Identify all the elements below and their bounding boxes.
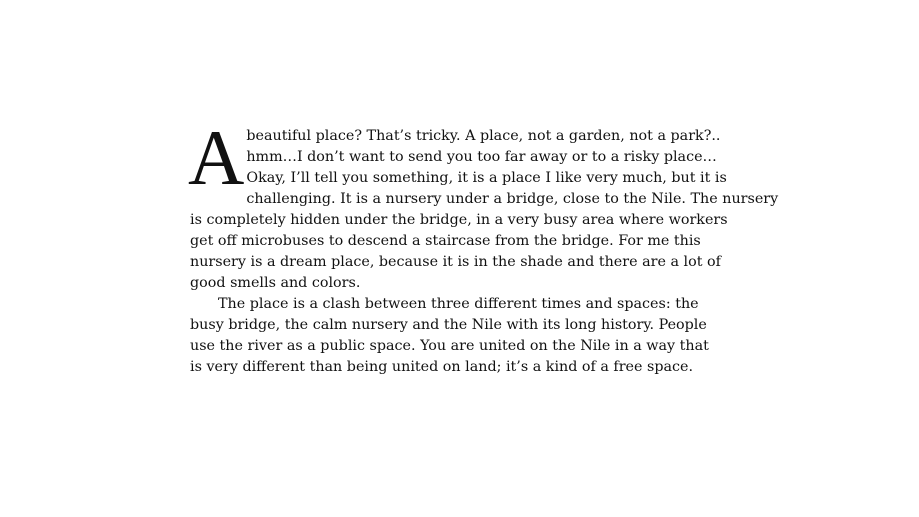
text-line: is very different than being united on land; it’s a kind of a free space. (190, 359, 694, 375)
paragraph-2 (190, 294, 738, 378)
text-line: Okay, I’ll tell you something, it is a place I like very much, but it is (246, 170, 727, 186)
text-line: good smells and colors. (190, 275, 361, 291)
text-line: nursery is a dream place, because it is in the shade and there are a lot of (190, 254, 721, 270)
text-line: use the river as a public space. You are united on the Nile in a way that (190, 338, 709, 354)
article-text (188, 114, 779, 378)
text-line: busy bridge, the calm nursery and the Nile with its long history. People (190, 317, 707, 333)
text-line: is completely hidden under the bridge, in a very busy area where workers (190, 212, 728, 228)
text-line: The place is a clash between three different times and spaces: the (218, 296, 699, 312)
paragraph-1 (188, 114, 779, 294)
text-line: hmm…I don’t want to send you too far away or to a risky place… (246, 149, 717, 165)
text-line: beautiful place? That’s tricky. A place, not a garden, not a park?.. (246, 128, 721, 144)
drop-cap: A (188, 114, 245, 201)
text-line: get off microbuses to descend a staircase from the bridge. For me this (190, 233, 701, 249)
text-line: challenging. It is a nursery under a bridge, close to the Nile. The nursery (246, 191, 779, 207)
